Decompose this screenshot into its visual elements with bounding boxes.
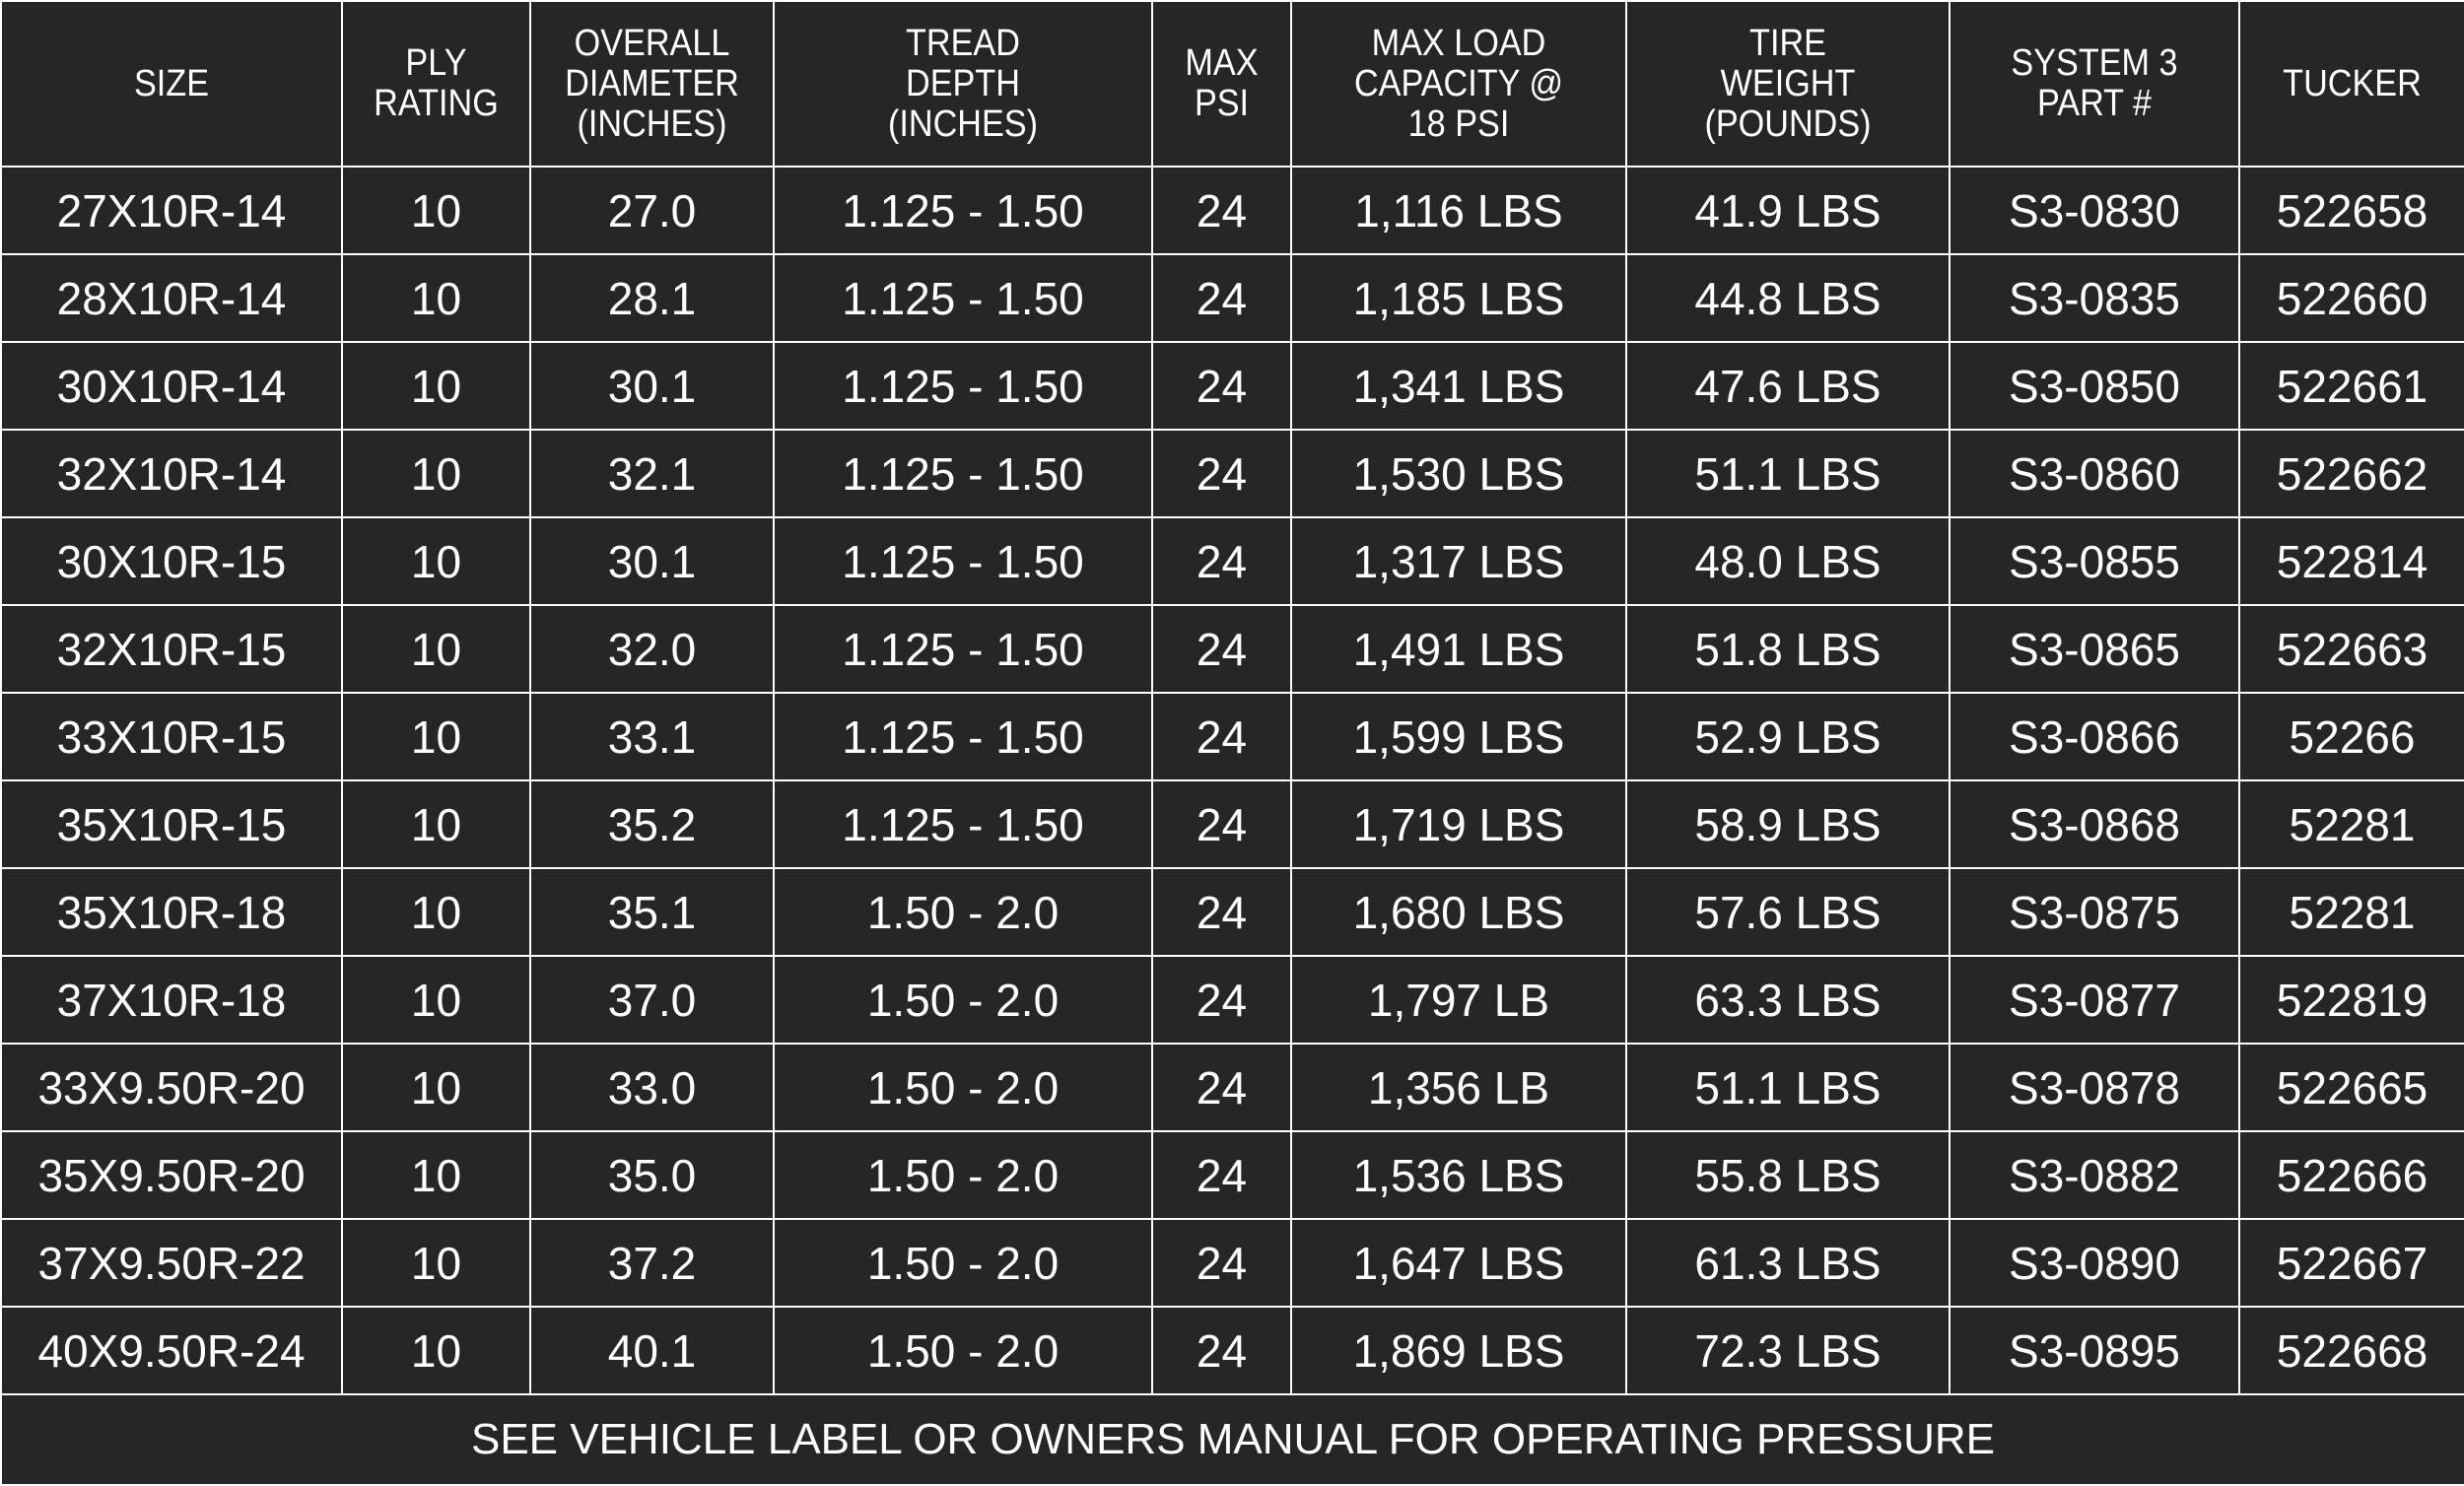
cell-max-load-capacity: 1,491 LBS: [1291, 605, 1626, 693]
cell-ply-rating: 10: [342, 693, 530, 780]
header-max-psi: [1159, 1, 1284, 167]
cell-tire-weight: 72.3 LBS: [1626, 1307, 1950, 1394]
cell-tire-weight: 58.9 LBS: [1626, 780, 1950, 868]
cell-system3-part: S3-0878: [1950, 1044, 2239, 1131]
cell-overall-diameter: 28.1: [530, 254, 774, 342]
cell-ply-rating: 10: [342, 868, 530, 956]
cell-tread-depth: 1.50 - 2.0: [774, 956, 1152, 1044]
cell-max-load-capacity: 1,536 LBS: [1291, 1131, 1626, 1219]
cell-overall-diameter: 32.0: [530, 605, 774, 693]
cell-system3-part: S3-0877: [1950, 956, 2239, 1044]
cell-ply-rating: 10: [342, 430, 530, 517]
cell-tread-depth: 1.125 - 1.50: [774, 780, 1152, 868]
cell-max-load-capacity: 1,647 LBS: [1291, 1219, 1626, 1307]
header-line: MAX LOAD: [1371, 22, 1546, 64]
cell-max-psi: 24: [1152, 780, 1291, 868]
cell-overall-diameter: 30.1: [530, 517, 774, 605]
cell-ply-rating: 10: [342, 342, 530, 430]
cell-max-load-capacity: 1,719 LBS: [1291, 780, 1626, 868]
cell-size: 37X10R-18: [1, 956, 342, 1044]
cell-max-load-capacity: 1,356 LB: [1291, 1044, 1626, 1131]
cell-size: 32X10R-14: [1, 430, 342, 517]
cell-system3-part: S3-0860: [1950, 430, 2239, 517]
cell-system3-part: S3-0835: [1950, 254, 2239, 342]
cell-max-load-capacity: 1,599 LBS: [1291, 693, 1626, 780]
header-ply-rating: [352, 1, 521, 167]
cell-tread-depth: 1.50 - 2.0: [774, 1044, 1152, 1131]
cell-max-psi: 24: [1152, 167, 1291, 254]
header-line: MAX: [1185, 42, 1259, 84]
cell-max-load-capacity: 1,341 LBS: [1291, 342, 1626, 430]
cell-overall-diameter: 37.0: [530, 956, 774, 1044]
header-overall-diameter: [542, 1, 761, 167]
cell-system3-part: S3-0890: [1950, 1219, 2239, 1307]
cell-tread-depth: 1.125 - 1.50: [774, 167, 1152, 254]
cell-overall-diameter: 35.1: [530, 868, 774, 956]
cell-ply-rating: 10: [342, 1131, 530, 1219]
header-max-load-capacity: [1308, 1, 1609, 167]
cell-tucker: 522663: [2239, 605, 2464, 693]
table-body: [1, 167, 2464, 1394]
header-line: RATING: [374, 83, 499, 124]
cell-max-psi: 24: [1152, 956, 1291, 1044]
cell-size: 30X10R-15: [1, 517, 342, 605]
cell-overall-diameter: 40.1: [530, 1307, 774, 1394]
cell-tucker: 52281: [2239, 868, 2464, 956]
cell-ply-rating: 10: [342, 956, 530, 1044]
cell-tread-depth: 1.50 - 2.0: [774, 868, 1152, 956]
table-row: [1, 693, 2464, 780]
header-line: PART #: [2037, 83, 2152, 124]
cell-tread-depth: 1.125 - 1.50: [774, 693, 1152, 780]
header-line: SYSTEM 3: [2011, 42, 2178, 84]
cell-tucker: 522819: [2239, 956, 2464, 1044]
cell-ply-rating: 10: [342, 254, 530, 342]
cell-tucker: 522666: [2239, 1131, 2464, 1219]
cell-ply-rating: 10: [342, 1307, 530, 1394]
cell-max-load-capacity: 1,116 LBS: [1291, 167, 1626, 254]
cell-ply-rating: 10: [342, 1219, 530, 1307]
table-row: [1, 956, 2464, 1044]
cell-max-psi: 24: [1152, 1219, 1291, 1307]
cell-tire-weight: 48.0 LBS: [1626, 517, 1950, 605]
table-row: [1, 167, 2464, 254]
cell-max-load-capacity: 1,317 LBS: [1291, 517, 1626, 605]
cell-tire-weight: 44.8 LBS: [1626, 254, 1950, 342]
header-tire-weight: [1642, 1, 1933, 167]
cell-tire-weight: 51.8 LBS: [1626, 605, 1950, 693]
header-line: OVERALL: [574, 22, 730, 64]
header-row: [1, 1, 2464, 167]
cell-tire-weight: 52.9 LBS: [1626, 693, 1950, 780]
header-size: [18, 1, 324, 167]
cell-tucker: 522667: [2239, 1219, 2464, 1307]
cell-size: 30X10R-14: [1, 342, 342, 430]
header-line: DEPTH: [906, 62, 1020, 104]
cell-size: 27X10R-14: [1, 167, 342, 254]
cell-max-psi: 24: [1152, 254, 1291, 342]
cell-tire-weight: 57.6 LBS: [1626, 868, 1950, 956]
cell-tire-weight: 63.3 LBS: [1626, 956, 1950, 1044]
cell-system3-part: S3-0850: [1950, 342, 2239, 430]
table-row: [1, 1219, 2464, 1307]
cell-size: 40X9.50R-24: [1, 1307, 342, 1394]
cell-tucker: 522665: [2239, 1044, 2464, 1131]
cell-ply-rating: 10: [342, 517, 530, 605]
header-tread-depth: [792, 1, 1133, 167]
cell-max-load-capacity: 1,530 LBS: [1291, 430, 1626, 517]
table-row: [1, 430, 2464, 517]
cell-tucker: 52281: [2239, 780, 2464, 868]
cell-system3-part: S3-0868: [1950, 780, 2239, 868]
header-line: PSI: [1194, 83, 1250, 124]
cell-tucker: 522658: [2239, 167, 2464, 254]
header-line: 18 PSI: [1407, 102, 1510, 145]
header-line: SIZE: [133, 62, 210, 104]
cell-max-load-capacity: 1,869 LBS: [1291, 1307, 1626, 1394]
table-row: [1, 868, 2464, 956]
cell-tread-depth: 1.125 - 1.50: [774, 517, 1152, 605]
cell-tread-depth: 1.50 - 2.0: [774, 1131, 1152, 1219]
cell-size: 33X10R-15: [1, 693, 342, 780]
cell-overall-diameter: 32.1: [530, 430, 774, 517]
cell-system3-part: S3-0855: [1950, 517, 2239, 605]
cell-ply-rating: 10: [342, 605, 530, 693]
cell-ply-rating: 10: [342, 167, 530, 254]
cell-tread-depth: 1.125 - 1.50: [774, 430, 1152, 517]
cell-size: 35X9.50R-20: [1, 1131, 342, 1219]
cell-system3-part: S3-0895: [1950, 1307, 2239, 1394]
cell-system3-part: S3-0882: [1950, 1131, 2239, 1219]
cell-max-psi: 24: [1152, 517, 1291, 605]
cell-overall-diameter: 33.1: [530, 693, 774, 780]
footer-row: [1, 1394, 2464, 1485]
table-row: [1, 1131, 2464, 1219]
cell-tire-weight: 47.6 LBS: [1626, 342, 1950, 430]
cell-max-psi: 24: [1152, 693, 1291, 780]
cell-tucker: 522814: [2239, 517, 2464, 605]
cell-overall-diameter: 33.0: [530, 1044, 774, 1131]
header-line: TREAD: [906, 22, 1020, 64]
cell-size: 28X10R-14: [1, 254, 342, 342]
cell-system3-part: S3-0830: [1950, 167, 2239, 254]
table-row: [1, 1044, 2464, 1131]
cell-tire-weight: 55.8 LBS: [1626, 1131, 1950, 1219]
header-line: CAPACITY @: [1353, 62, 1564, 104]
cell-tucker: 522660: [2239, 254, 2464, 342]
cell-size: 35X10R-15: [1, 780, 342, 868]
cell-ply-rating: 10: [342, 780, 530, 868]
cell-max-psi: 24: [1152, 605, 1291, 693]
cell-size: 33X9.50R-20: [1, 1044, 342, 1131]
header-tucker: [2250, 1, 2453, 167]
table-row: [1, 780, 2464, 868]
cell-size: 37X9.50R-22: [1, 1219, 342, 1307]
cell-tread-depth: 1.125 - 1.50: [774, 254, 1152, 342]
table-row: [1, 517, 2464, 605]
cell-overall-diameter: 27.0: [530, 167, 774, 254]
cell-max-psi: 24: [1152, 342, 1291, 430]
cell-size: 32X10R-15: [1, 605, 342, 693]
table-row: [1, 1307, 2464, 1394]
cell-tread-depth: 1.125 - 1.50: [774, 605, 1152, 693]
cell-max-psi: 24: [1152, 868, 1291, 956]
cell-tucker: 52266: [2239, 693, 2464, 780]
header-line: (POUNDS): [1704, 102, 1872, 145]
cell-system3-part: S3-0875: [1950, 868, 2239, 956]
header-line: (INCHES): [887, 102, 1038, 145]
cell-max-load-capacity: 1,185 LBS: [1291, 254, 1626, 342]
table-row: [1, 605, 2464, 693]
cell-overall-diameter: 30.1: [530, 342, 774, 430]
cell-ply-rating: 10: [342, 1044, 530, 1131]
cell-max-load-capacity: 1,797 LB: [1291, 956, 1626, 1044]
cell-system3-part: S3-0866: [1950, 693, 2239, 780]
cell-tread-depth: 1.50 - 2.0: [774, 1219, 1152, 1307]
header-line: TIRE: [1749, 22, 1826, 64]
cell-overall-diameter: 35.0: [530, 1131, 774, 1219]
cell-max-psi: 24: [1152, 1307, 1291, 1394]
header-system3-part: [1964, 1, 2225, 167]
footer-note: SEE VEHICLE LABEL OR OWNERS MANUAL FOR OPERATING PRESSURE: [1, 1394, 2464, 1485]
cell-tucker: 522668: [2239, 1307, 2464, 1394]
cell-system3-part: S3-0865: [1950, 605, 2239, 693]
cell-tread-depth: 1.50 - 2.0: [774, 1307, 1152, 1394]
table-row: [1, 342, 2464, 430]
header-line: WEIGHT: [1720, 62, 1856, 104]
header-line: (INCHES): [577, 102, 727, 145]
cell-tucker: 522662: [2239, 430, 2464, 517]
cell-tread-depth: 1.125 - 1.50: [774, 342, 1152, 430]
cell-tucker: 522661: [2239, 342, 2464, 430]
cell-tire-weight: 41.9 LBS: [1626, 167, 1950, 254]
cell-overall-diameter: 37.2: [530, 1219, 774, 1307]
header-line: DIAMETER: [565, 62, 739, 104]
cell-overall-diameter: 35.2: [530, 780, 774, 868]
table-row: [1, 254, 2464, 342]
cell-max-psi: 24: [1152, 1044, 1291, 1131]
cell-size: 35X10R-18: [1, 868, 342, 956]
cell-max-psi: 24: [1152, 1131, 1291, 1219]
cell-tire-weight: 61.3 LBS: [1626, 1219, 1950, 1307]
cell-max-load-capacity: 1,680 LBS: [1291, 868, 1626, 956]
cell-tire-weight: 51.1 LBS: [1626, 1044, 1950, 1131]
header-line: PLY: [405, 42, 467, 84]
cell-tire-weight: 51.1 LBS: [1626, 430, 1950, 517]
header-line: TUCKER: [2283, 62, 2422, 104]
cell-max-psi: 24: [1152, 430, 1291, 517]
